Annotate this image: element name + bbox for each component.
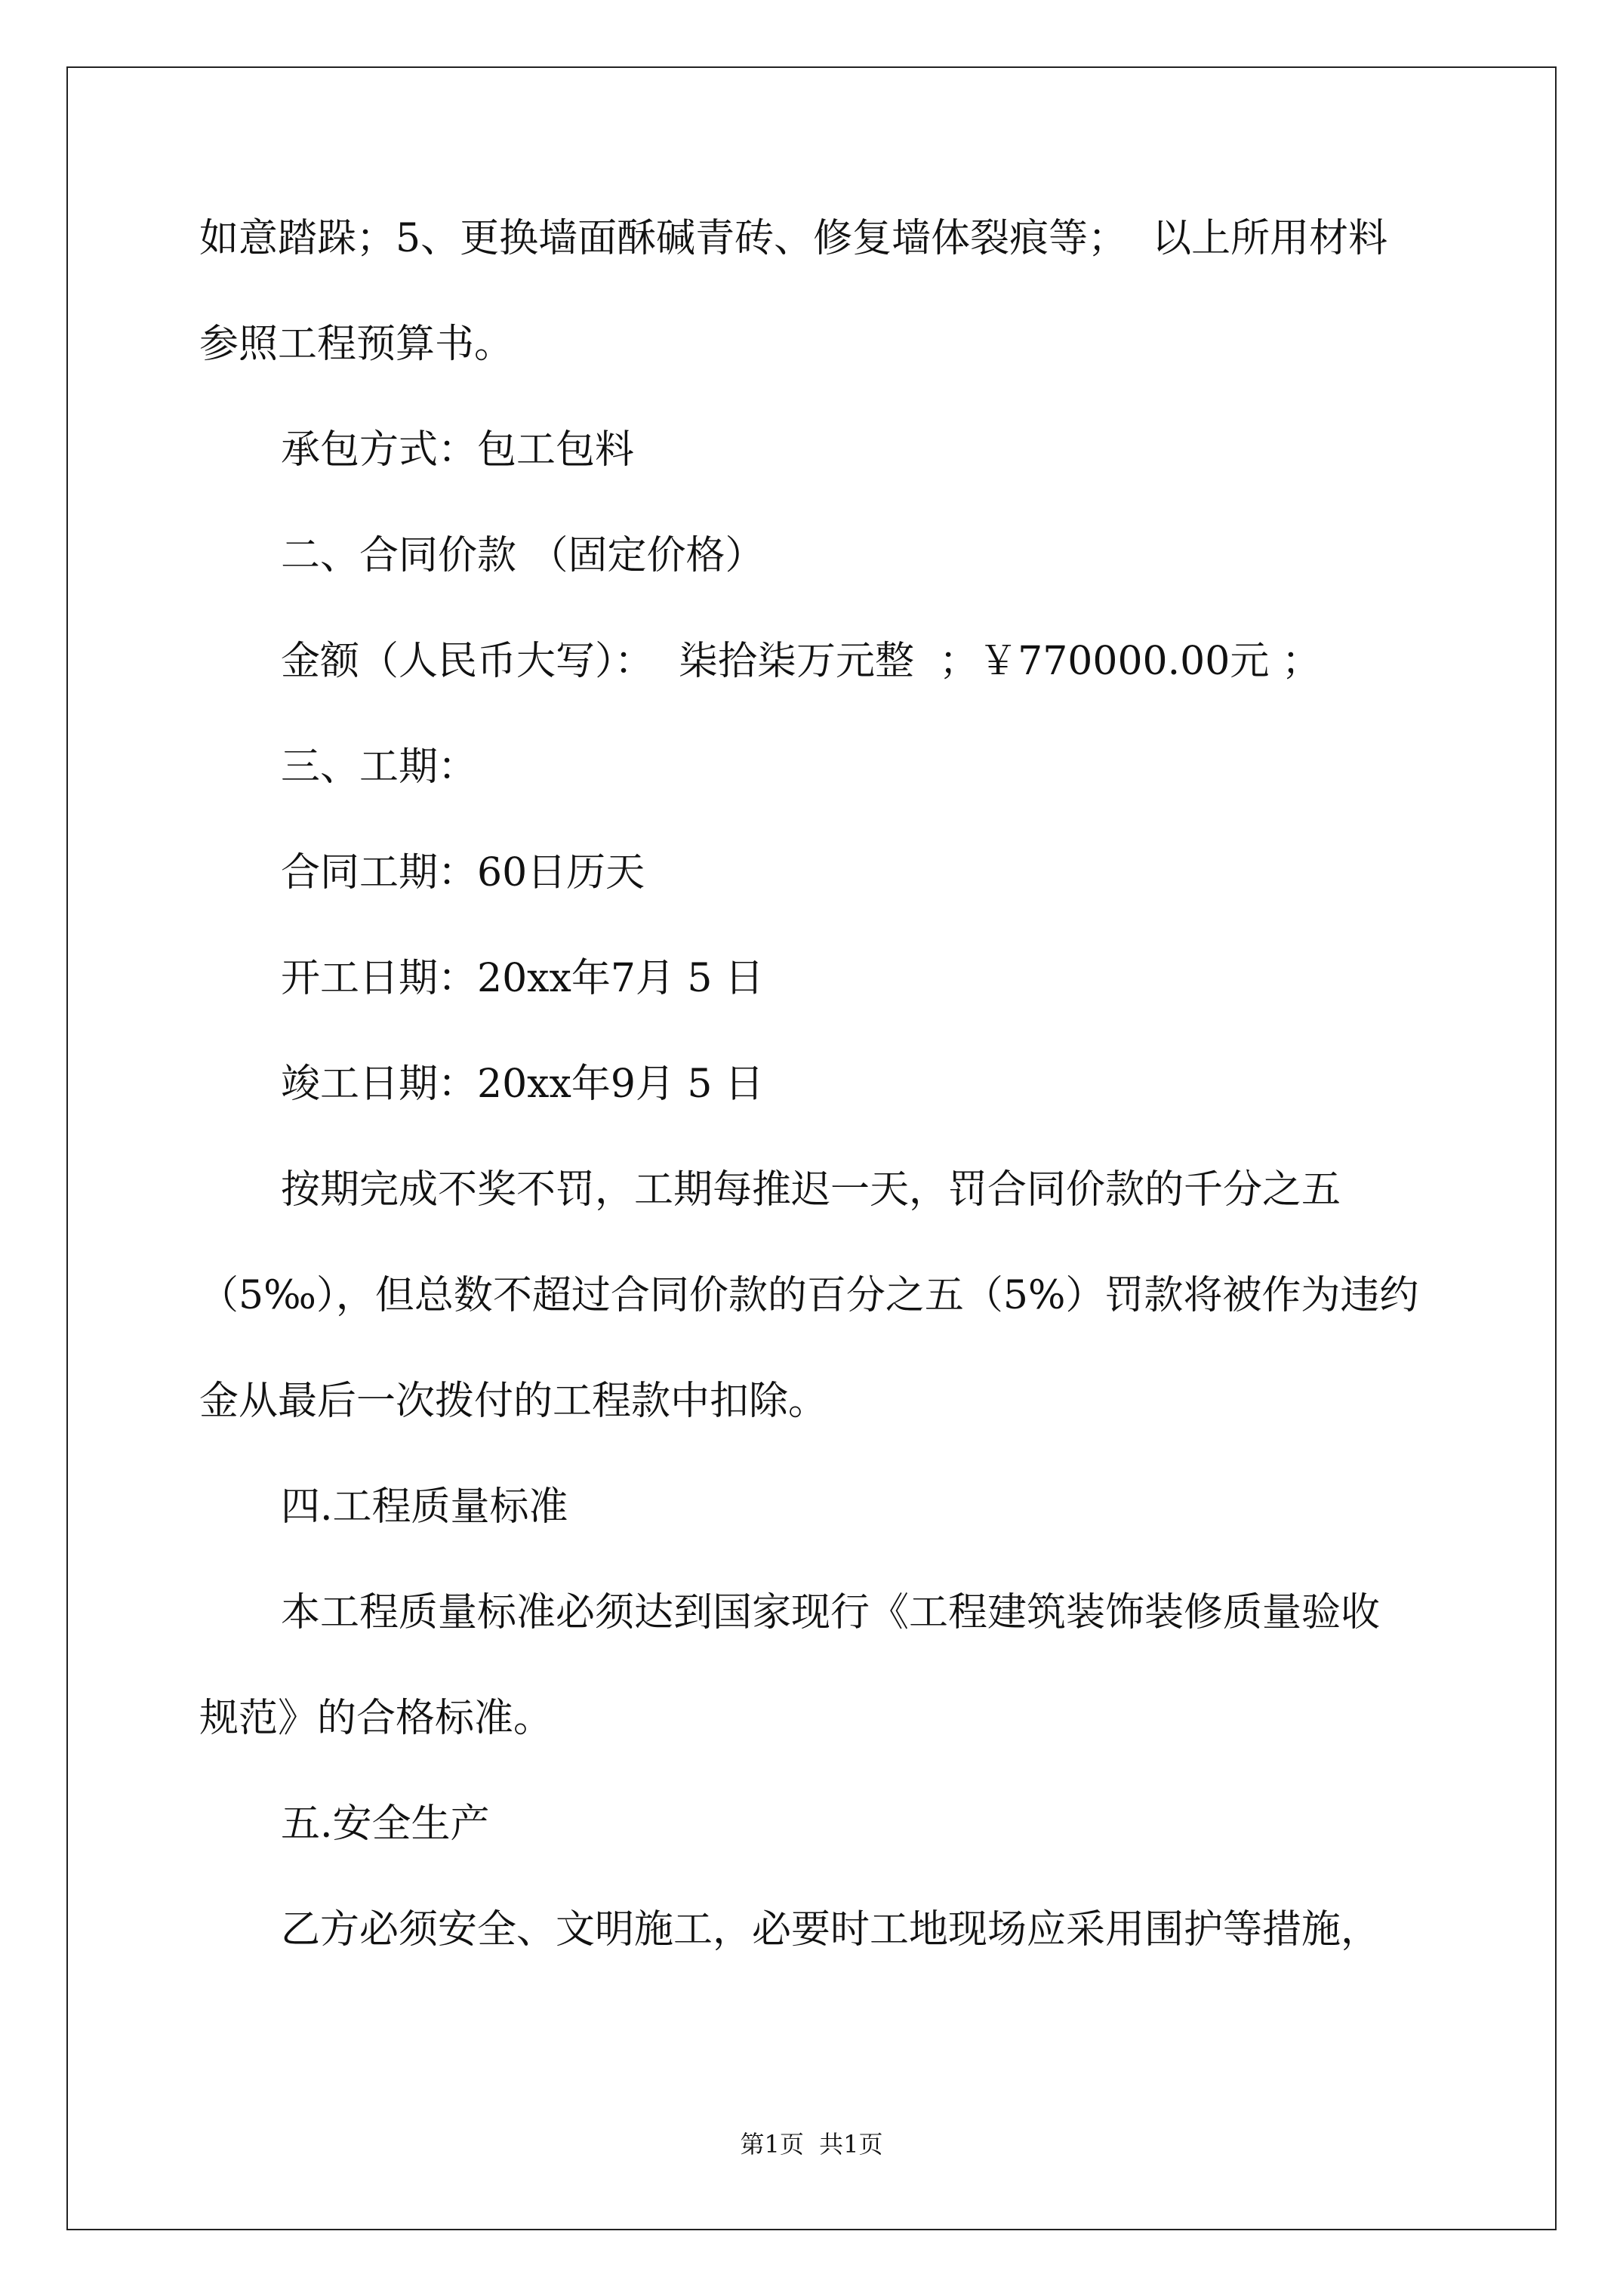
text-line-17: 乙方必须安全、文明施工，必要时工地现场应采用围护等措施， [281,1907,1381,1952]
page-footer: 第1页 共1页 [740,2130,883,2159]
text-line-1: 如意踏跺；5、更换墙面酥碱青砖、修复墙体裂痕等； 以上所用材料 [199,216,1388,261]
page-border [66,66,1557,2230]
text-line-7: 合同工期：60日历天 [281,850,645,895]
text-line-8: 开工日期：20xx年7月 5 日 [281,956,765,1001]
text-line-2: 参照工程预算书。 [199,322,514,367]
text-line-11: （5‰），但总数不超过合同价款的百分之五（5%）罚款将被作为违约 [199,1273,1419,1318]
text-line-14: 本工程质量标准必须达到国家现行《工程建筑装饰装修质量验收 [281,1590,1381,1635]
text-line-4: 二、合同价款 （固定价格） [281,533,765,578]
text-line-3: 承包方式：包工包料 [281,427,635,473]
text-line-10: 按期完成不奖不罚，工期每推迟一天，罚合同价款的千分之五 [281,1167,1341,1213]
text-line-9: 竣工日期：20xx年9月 5 日 [281,1062,765,1107]
text-line-12: 金从最后一次拨付的工程款中扣除。 [199,1379,828,1424]
text-line-16: 五.安全生产 [281,1801,490,1847]
text-line-5: 金额（人民币大写）： 柒拾柒万元整 ；￥770000.00元 ； [281,639,1321,684]
text-line-15: 规范》的合格标准。 [199,1696,553,1741]
text-line-13: 四.工程质量标准 [281,1484,568,1530]
text-line-6: 三、工期： [281,744,478,790]
